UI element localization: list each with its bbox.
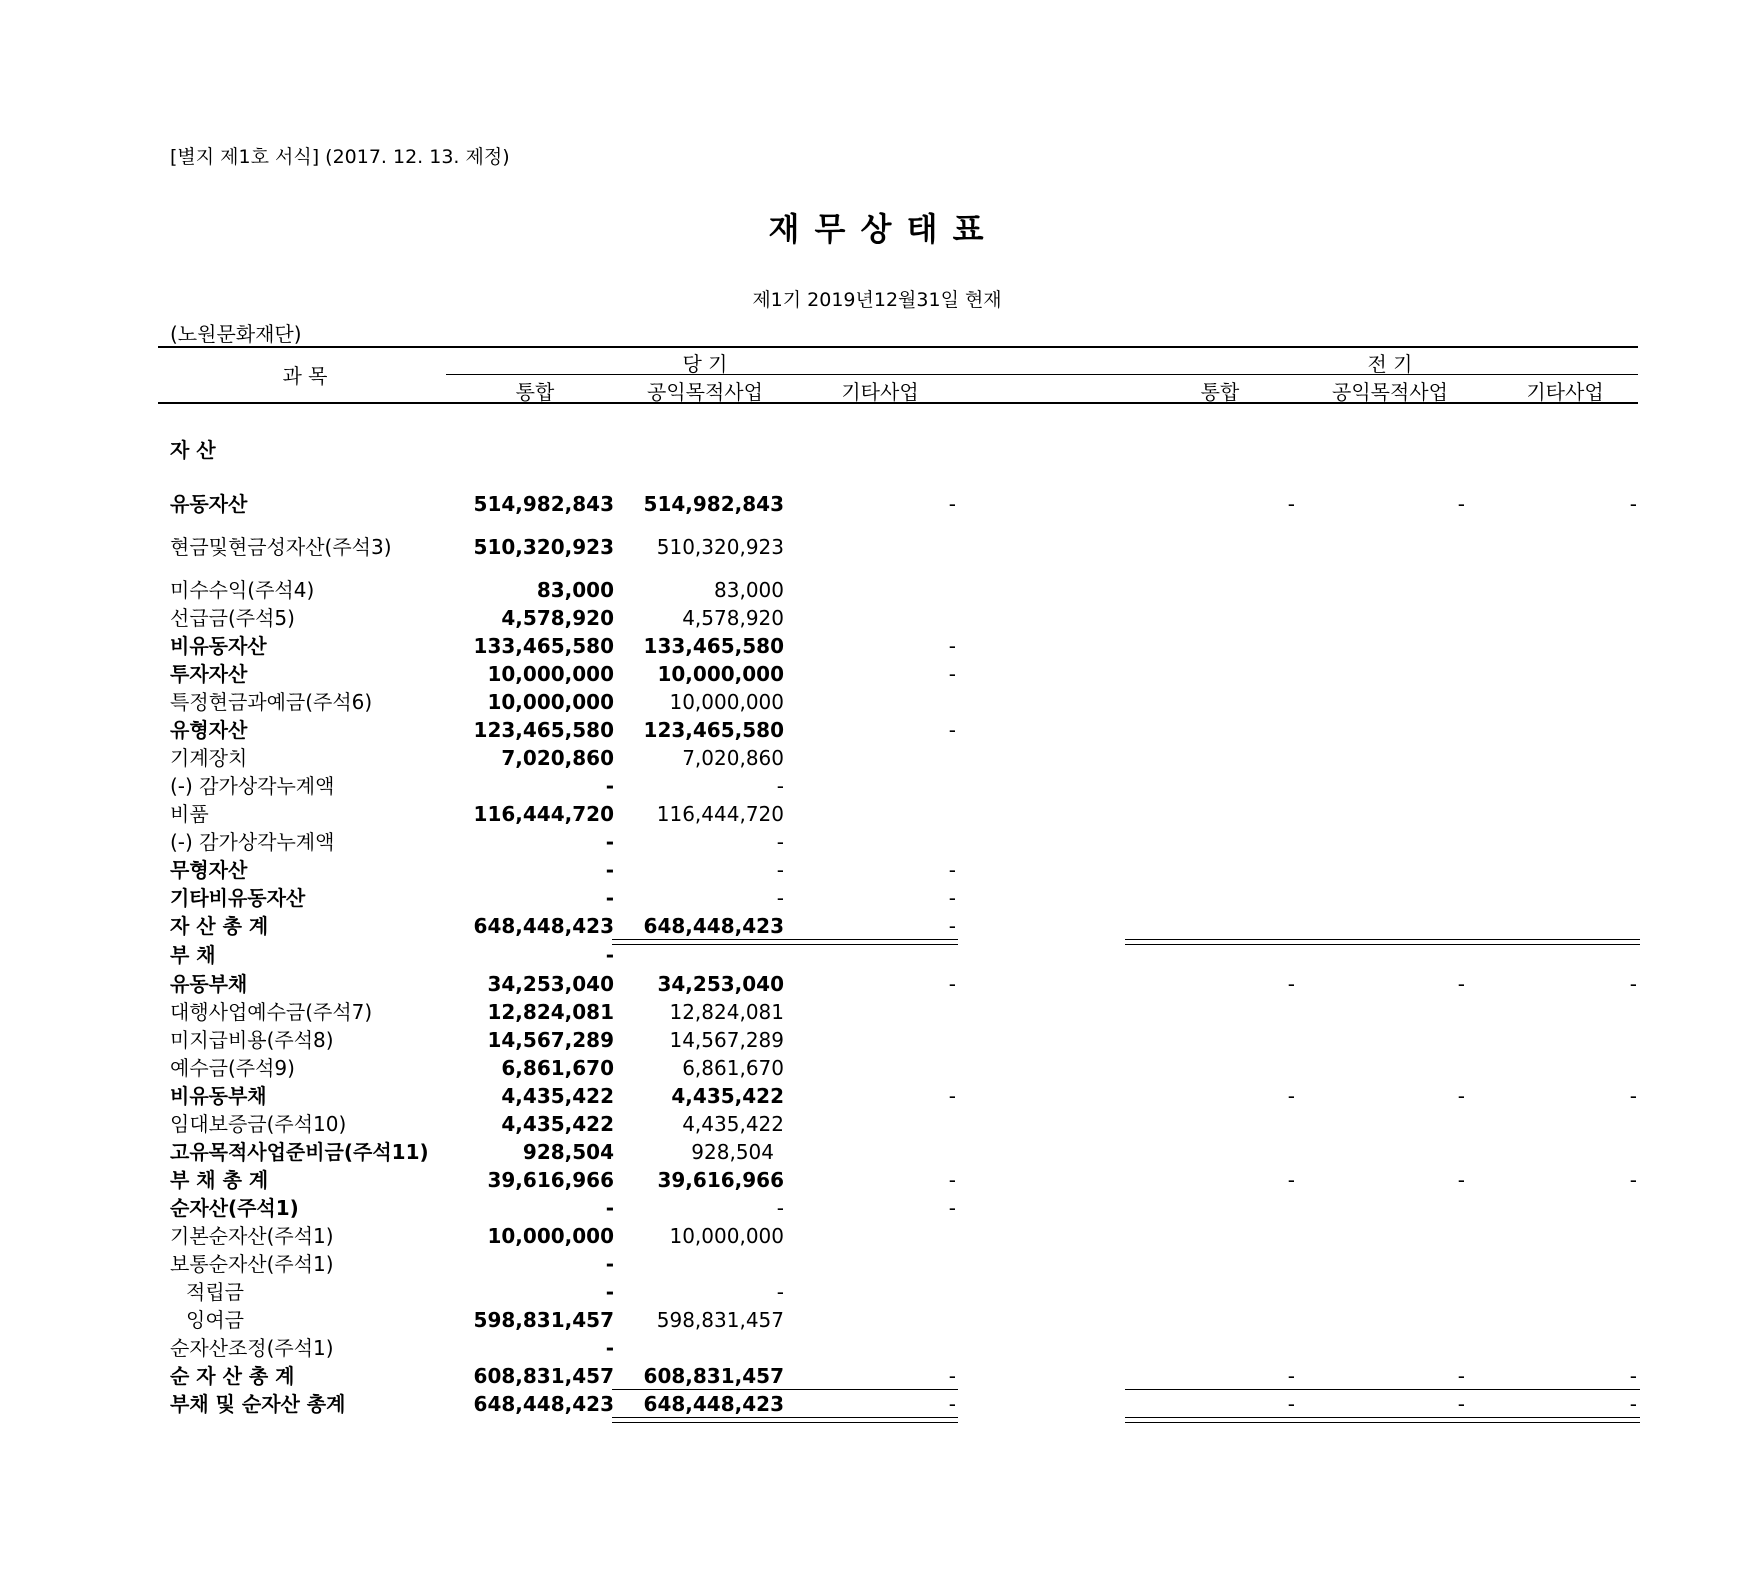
value-cell-c1: 4,578,920 <box>501 606 614 630</box>
value-cell-c2: 598,831,457 <box>656 1308 784 1332</box>
table-row <box>0 1110 1754 1138</box>
table-row <box>0 1250 1754 1278</box>
value-cell-c3: - <box>948 718 956 742</box>
table-row <box>0 912 1754 940</box>
value-cell-c2: 10,000,000 <box>669 1224 784 1248</box>
value-cell-c1: 10,000,000 <box>487 662 614 686</box>
value-cell-c3: - <box>948 858 956 882</box>
table-row <box>0 1082 1754 1110</box>
value-cell-c2: 4,435,422 <box>682 1112 784 1136</box>
value-cell-c6: - <box>1629 972 1637 996</box>
table-row <box>0 941 1754 969</box>
total-double-rule <box>1125 939 1640 945</box>
value-cell-c1: 10,000,000 <box>487 690 614 714</box>
value-cell-c3: - <box>948 1084 956 1108</box>
value-cell-c5: - <box>1457 1364 1465 1388</box>
value-cell-c5: - <box>1457 1168 1465 1192</box>
row-label: 선급금(주석5) <box>170 606 295 630</box>
table-row <box>0 1334 1754 1362</box>
row-label: 대행사업예수금(주석7) <box>170 1000 373 1024</box>
row-label: 미수수익(주석4) <box>170 578 315 602</box>
row-label: 부 채 <box>170 943 216 967</box>
table-row <box>0 1194 1754 1222</box>
value-cell-c2: 123,465,580 <box>643 718 784 742</box>
value-cell-c6: - <box>1629 492 1637 516</box>
table-row <box>0 856 1754 884</box>
header-previous-period: 전 기 <box>1367 352 1413 376</box>
row-label: 기계장치 <box>170 746 248 770</box>
row-label: 비유동부채 <box>170 1084 267 1108</box>
row-label: 미지급비용(주석8) <box>170 1028 334 1052</box>
value-cell-c3: - <box>948 1392 956 1416</box>
header-col-combined-current: 통합 <box>515 380 555 404</box>
value-cell-c1: 648,448,423 <box>473 1392 614 1416</box>
table-row <box>0 828 1754 856</box>
value-cell-c1: 12,824,081 <box>487 1000 614 1024</box>
value-cell-c2: 608,831,457 <box>643 1364 784 1388</box>
table-row <box>0 632 1754 660</box>
value-cell-c5: - <box>1457 492 1465 516</box>
table-row <box>0 744 1754 772</box>
value-cell-c4: - <box>1287 1084 1295 1108</box>
value-cell-c1: 34,253,040 <box>487 972 614 996</box>
value-cell-c2: 116,444,720 <box>656 802 784 826</box>
table-row <box>0 1166 1754 1194</box>
value-cell-c2: 4,435,422 <box>671 1084 784 1108</box>
value-cell-c1: - <box>605 830 614 854</box>
header-current-period: 당 기 <box>682 352 728 376</box>
header-col-other-current: 기타사업 <box>841 380 919 404</box>
table-row <box>0 660 1754 688</box>
row-label: 순자산(주석1) <box>170 1196 299 1220</box>
value-cell-c2: 4,578,920 <box>682 606 784 630</box>
value-cell-c1: 116,444,720 <box>473 802 614 826</box>
row-label: 고유목적사업준비금(주석11) <box>170 1140 429 1164</box>
value-cell-c3: - <box>948 972 956 996</box>
value-cell-c2: - <box>776 1196 784 1220</box>
table-row <box>0 772 1754 800</box>
table-row <box>0 1362 1754 1390</box>
value-cell-c4: - <box>1287 1392 1295 1416</box>
row-label: 예수금(주석9) <box>170 1056 295 1080</box>
section-assets: 자 산 <box>170 438 216 462</box>
row-label: (-) 감가상각누계액 <box>170 830 335 854</box>
value-cell-c2: - <box>776 830 784 854</box>
value-cell-c4: - <box>1287 492 1295 516</box>
value-cell-c2: - <box>776 886 784 910</box>
value-cell-c2: 648,448,423 <box>643 914 784 938</box>
value-cell-c6: - <box>1629 1084 1637 1108</box>
organization-name: (노원문화재단) <box>170 322 302 346</box>
table-row <box>0 716 1754 744</box>
row-label: 기타비유동자산 <box>170 886 306 910</box>
value-cell-c1: - <box>605 943 614 967</box>
row-label: 비유동자산 <box>170 634 267 658</box>
value-cell-c1: - <box>605 1196 614 1220</box>
value-cell-c1: - <box>605 886 614 910</box>
value-cell-c2: 14,567,289 <box>669 1028 784 1052</box>
value-cell-c5: - <box>1457 972 1465 996</box>
value-cell-c1: - <box>605 1336 614 1360</box>
value-cell-c3: - <box>948 1196 956 1220</box>
value-cell-c1: 608,831,457 <box>473 1364 614 1388</box>
value-cell-c6: - <box>1629 1168 1637 1192</box>
row-label: 비품 <box>170 802 209 826</box>
value-cell-c5: - <box>1457 1392 1465 1416</box>
value-cell-c1: 7,020,860 <box>501 746 614 770</box>
row-label: 임대보증금(주석10) <box>170 1112 347 1136</box>
value-cell-c3: - <box>948 914 956 938</box>
total-rule <box>1125 1389 1640 1390</box>
period-label: 제1기 2019년12월31일 현재 <box>752 289 1002 311</box>
table-row <box>0 1222 1754 1250</box>
value-cell-c3: - <box>948 1364 956 1388</box>
value-cell-c1: 598,831,457 <box>473 1308 614 1332</box>
row-label: 무형자산 <box>170 858 248 882</box>
value-cell-c1: 39,616,966 <box>487 1168 614 1192</box>
table-row <box>0 1138 1754 1166</box>
total-rule <box>612 1389 958 1390</box>
table-row <box>0 1054 1754 1082</box>
form-note: [별지 제1호 서식] (2017. 12. 13. 제정) <box>170 146 510 168</box>
value-cell-c4: - <box>1287 972 1295 996</box>
value-cell-c3: - <box>948 1168 956 1192</box>
row-label: 자 산 총 계 <box>170 914 269 938</box>
row-label: 기본순자산(주석1) <box>170 1224 334 1248</box>
row-label: 현금및현금성자산(주석3) <box>170 535 392 559</box>
value-cell-c1: 14,567,289 <box>487 1028 614 1052</box>
table-row <box>0 800 1754 828</box>
table-row <box>0 533 1754 561</box>
header-col-public-previous: 공익목적사업 <box>1332 380 1448 404</box>
row-label: 보통순자산(주석1) <box>170 1252 334 1276</box>
value-cell-c6: - <box>1629 1392 1637 1416</box>
row-label: 적립금 <box>186 1280 244 1304</box>
header-col-other-previous: 기타사업 <box>1526 380 1604 404</box>
document-title: 재 무 상 태 표 <box>768 210 986 248</box>
table-row <box>0 1026 1754 1054</box>
value-cell-c1: 6,861,670 <box>501 1056 614 1080</box>
value-cell-c2: - <box>776 1280 784 1304</box>
value-cell-c2: 514,982,843 <box>643 492 784 516</box>
table-row <box>0 1306 1754 1334</box>
value-cell-c1: 4,435,422 <box>501 1084 614 1108</box>
value-cell-c5: - <box>1457 1084 1465 1108</box>
value-cell-c2: 39,616,966 <box>657 1168 784 1192</box>
row-label: (-) 감가상각누계액 <box>170 774 335 798</box>
header-mid-rule <box>446 374 1638 375</box>
table-row <box>0 604 1754 632</box>
table-row <box>0 576 1754 604</box>
total-double-rule <box>1125 1417 1640 1423</box>
value-cell-c2: 6,861,670 <box>682 1056 784 1080</box>
table-row <box>0 1278 1754 1306</box>
value-cell-c3: - <box>948 886 956 910</box>
value-cell-c1: 123,465,580 <box>473 718 614 742</box>
value-cell-c2: 510,320,923 <box>656 535 784 559</box>
table-row <box>0 688 1754 716</box>
row-label: 부채 및 순자산 총계 <box>170 1392 346 1416</box>
row-label: 특정현금과예금(주석6) <box>170 690 373 714</box>
value-cell-c2: 648,448,423 <box>643 1392 784 1416</box>
value-cell-c1: - <box>605 774 614 798</box>
value-cell-c1: 83,000 <box>536 578 614 602</box>
row-label: 유동자산 <box>170 492 248 516</box>
header-col-combined-previous: 통합 <box>1200 380 1240 404</box>
value-cell-c2: - <box>776 858 784 882</box>
value-cell-c6: - <box>1629 1364 1637 1388</box>
header-subject: 과 목 <box>282 364 328 388</box>
value-cell-c1: 510,320,923 <box>473 535 614 559</box>
table-row <box>0 490 1754 518</box>
value-cell-c1: 133,465,580 <box>473 634 614 658</box>
value-cell-c3: - <box>948 634 956 658</box>
value-cell-c2: 7,020,860 <box>682 746 784 770</box>
value-cell-c2: 10,000,000 <box>669 690 784 714</box>
value-cell-c2: 12,824,081 <box>669 1000 784 1024</box>
row-label: 순자산조정(주석1) <box>170 1336 334 1360</box>
value-cell-c4: - <box>1287 1364 1295 1388</box>
header-col-public-current: 공익목적사업 <box>647 380 763 404</box>
table-row <box>0 1390 1754 1418</box>
total-double-rule <box>612 939 958 945</box>
value-cell-c4: - <box>1287 1168 1295 1192</box>
value-cell-c2: 34,253,040 <box>657 972 784 996</box>
value-cell-c1: 514,982,843 <box>473 492 614 516</box>
value-cell-c1: - <box>605 858 614 882</box>
table-row <box>0 884 1754 912</box>
row-label: 유형자산 <box>170 718 248 742</box>
value-cell-c3: - <box>948 492 956 516</box>
table-row <box>0 970 1754 998</box>
value-cell-c1: 4,435,422 <box>501 1112 614 1136</box>
total-double-rule <box>612 1417 958 1423</box>
value-cell-c2: 10,000,000 <box>657 662 784 686</box>
value-cell-c1: - <box>605 1252 614 1276</box>
row-label: 유동부채 <box>170 972 248 996</box>
row-label: 부 채 총 계 <box>170 1168 269 1192</box>
table-row <box>0 998 1754 1026</box>
value-cell-c1: 10,000,000 <box>487 1224 614 1248</box>
value-cell-c1: - <box>605 1280 614 1304</box>
value-cell-c2: 83,000 <box>714 578 784 602</box>
row-label: 잉여금 <box>186 1308 244 1332</box>
row-label: 투자자산 <box>170 662 248 686</box>
value-cell-c3: - <box>948 662 956 686</box>
row-label: 순 자 산 총 계 <box>170 1364 295 1388</box>
value-cell-c1: 648,448,423 <box>473 914 614 938</box>
value-cell-c2: - <box>776 774 784 798</box>
value-cell-c2: 133,465,580 <box>643 634 784 658</box>
value-cell-c2: 928,504 <box>691 1140 774 1164</box>
value-cell-c1: 928,504 <box>522 1140 614 1164</box>
